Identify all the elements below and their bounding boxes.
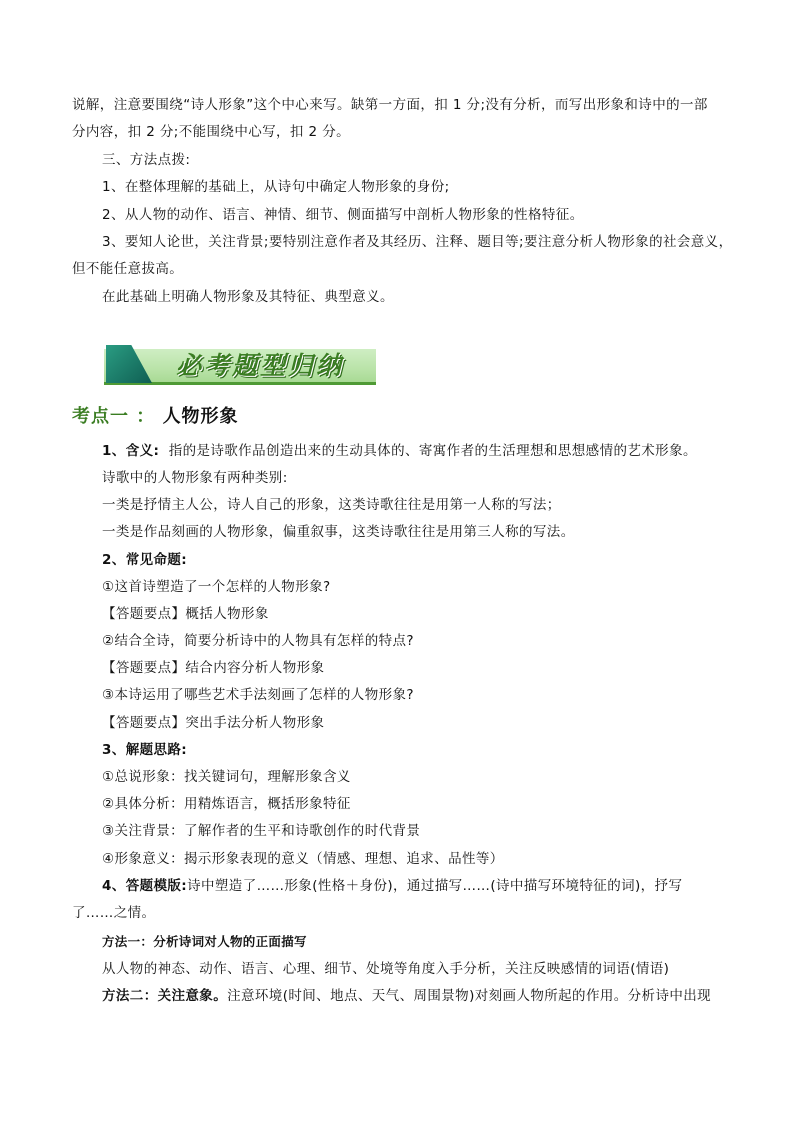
question: ③本诗运用了哪些艺术手法刻画了怎样的人物形象? (102, 687, 414, 703)
section-heading: 三、方法点拨: (102, 152, 191, 168)
answer-point: 【答题要点】突出手法分析人物形象 (102, 715, 325, 731)
type-item: 一类是抒情主人公，诗人自己的形象，这类诗歌往往是用第一人称的写法； (102, 497, 561, 513)
list-item: 1、在整体理解的基础上，从诗句中确定人物形象的身份; (102, 179, 450, 195)
question: ②结合全诗，简要分析诗中的人物具有怎样的特点? (102, 633, 414, 649)
method-one-label: 方法一：分析诗词对人物的正面描写 (102, 934, 307, 949)
step-item: ③关注背景：了解作者的生平和诗歌创作的时代背景 (102, 823, 421, 839)
common-label: 2、常见命题: (102, 552, 188, 568)
method-two-row (102, 987, 711, 1005)
list-item: 2、从人物的动作、语言、神情、细节、侧面描写中剖析人物形象的性格特征。 (102, 207, 584, 223)
kaodian-heading (72, 405, 239, 429)
method-two-text: 注意环境(时间、地点、天气、周围景物)对刻画人物所起的作用。分析诗中出现 (227, 988, 712, 1004)
step-item: ②具体分析：用精炼语言，概括形象特征 (102, 796, 351, 812)
paragraph-line: 说解，注意要围绕“诗人形象”这个中心来写。缺第一方面，扣 1 分;没有分析，而写出形象和诗中的一部 (72, 97, 708, 113)
type-item: 一类是作品刻画的人物形象，偏重叙事，这类诗歌往往是用第三人称的写法。 (102, 524, 575, 540)
types-intro: 诗歌中的人物形象有两种类别: (102, 470, 288, 486)
list-item: 3、要知人论世，关注背景;要特别注意作者及其经历、注释、题目等;要注意分析人物形象的社会意义， (102, 234, 733, 250)
section-banner (104, 345, 376, 387)
steps-label: 3、解题思路: (102, 742, 188, 758)
banner-title: 必考题型归纳 (176, 351, 345, 380)
step-item: ①总说形象：找关键词句，理解形象含义 (102, 769, 351, 785)
kaodian-title: 人物形象 (162, 406, 239, 427)
meaning-text: 指的是诗歌作品创造出来的生动具体的、寄寓作者的生活理想和思想感情的艺术形象。 (168, 443, 697, 459)
template-label: 4、答题模版: (102, 878, 188, 894)
method-one-text: 从人物的神态、动作、语言、心理、细节、处境等角度入手分析，关注反映感情的词语(情语) (102, 961, 670, 977)
template-row (102, 877, 682, 895)
paragraph-line: 分内容，扣 2 分;不能围绕中心写，扣 2 分。 (72, 124, 350, 140)
step-item: ④形象意义：揭示形象表现的意义（情感、理想、追求、品性等） (102, 851, 504, 867)
meaning-label: 1、含义: (102, 443, 160, 459)
method-two-label: 方法二：关注意象。 (102, 988, 228, 1004)
kaodian-label: 考点一 ： (72, 406, 156, 427)
list-item-continuation: 但不能任意拔高。 (72, 261, 184, 277)
summary-text: 在此基础上明确人物形象及其特征、典型意义。 (102, 289, 394, 305)
template-continuation: 了……之情。 (72, 905, 156, 921)
template-text: 诗中塑造了……形象(性格＋身份)，通过描写……(诗中描写环境特征的词)，抒写 (187, 878, 683, 894)
question: ①这首诗塑造了一个怎样的人物形象? (102, 579, 331, 595)
meaning-row (102, 442, 697, 460)
answer-point: 【答题要点】概括人物形象 (102, 606, 269, 622)
answer-point: 【答题要点】结合内容分析人物形象 (102, 660, 325, 676)
